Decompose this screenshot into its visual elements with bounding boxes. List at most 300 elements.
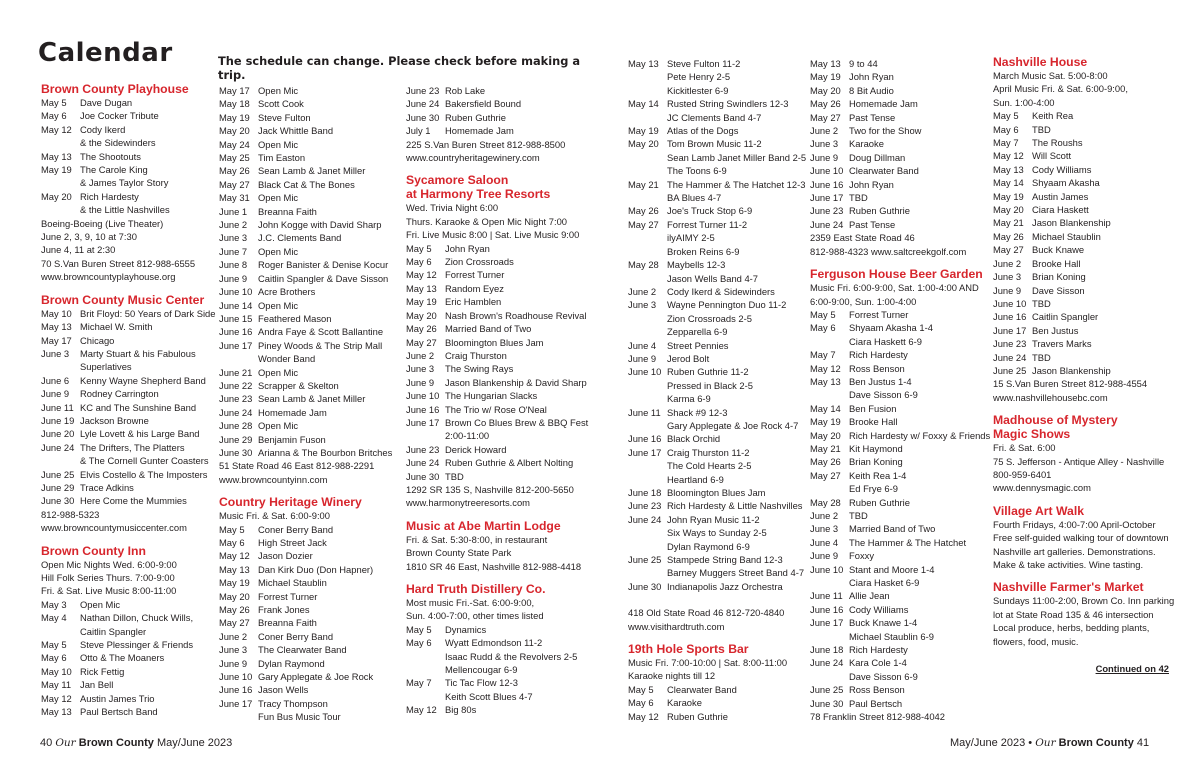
event-continued: Pressed in Black 2-5 xyxy=(667,379,753,391)
event-date: June 17 xyxy=(810,192,844,204)
event-date: May 5 xyxy=(810,308,836,320)
event-title: Joe's Truck Stop 6-9 xyxy=(667,205,753,217)
event-date: June 2 xyxy=(219,219,248,231)
event-title: Karaoke xyxy=(667,697,702,709)
event-date: May 26 xyxy=(810,98,841,110)
event-title: Kenny Wayne Shepherd Band xyxy=(80,374,206,386)
venue-info: 812-988-4323 www.saltcreekgolf.com xyxy=(810,245,967,257)
event-row xyxy=(406,124,596,137)
event-date: June 24 xyxy=(628,513,662,525)
event-row xyxy=(219,643,401,656)
event-title: Kit Haymond xyxy=(849,442,903,454)
event-title: Cody Williams xyxy=(1032,163,1092,175)
event-date: May 19 xyxy=(810,416,841,428)
event-title: Jason Blankenship xyxy=(1032,217,1111,229)
event-date: June 3 xyxy=(993,271,1022,283)
venue-info: 15 S.Van Buren Street 812-988-4554 xyxy=(993,378,1148,390)
event-title: Coner Berry Band xyxy=(258,523,334,535)
magazine-name: Brown County xyxy=(78,737,154,749)
event-date: May 17 xyxy=(219,85,250,96)
venue-heading: Brown County Playhouse xyxy=(41,82,189,96)
event-row xyxy=(219,419,401,432)
event-row xyxy=(810,402,992,415)
event-row xyxy=(628,218,806,231)
calendar-column xyxy=(219,84,401,724)
event-title: Marty Stuart & his Fabulous xyxy=(80,347,196,359)
event-date: May 3 xyxy=(41,598,67,610)
venue-info: www.visithardtruth.com xyxy=(628,620,725,632)
event-title: TBD xyxy=(1032,297,1051,309)
event-continued: JC Clements Band 4-7 xyxy=(667,111,762,123)
event-row xyxy=(219,697,401,710)
event-title: Steve Fulton xyxy=(258,111,311,123)
event-row xyxy=(628,258,806,271)
event-row xyxy=(628,710,806,723)
event-title: Rodney Carrington xyxy=(80,388,159,400)
event-date: June 16 xyxy=(219,684,253,696)
event-date: June 23 xyxy=(219,393,253,405)
event-row xyxy=(628,553,806,566)
event-row xyxy=(628,204,806,217)
event-date: June 24 xyxy=(41,441,75,453)
event-title: Ruben Guthrie 11-2 xyxy=(667,366,749,378)
venue-heading: Country Heritage Winery xyxy=(219,495,362,510)
event-row xyxy=(993,310,1175,323)
event-row xyxy=(406,295,596,308)
schedule-notice: The schedule can change. Please check before making a trip. xyxy=(218,54,581,82)
venue-info: www.harmonytreeresorts.com xyxy=(406,497,530,509)
event-title: Scott Cook xyxy=(258,98,304,110)
event-title: Brooke Hall xyxy=(849,416,898,428)
event-row xyxy=(41,494,213,507)
event-row xyxy=(219,138,401,151)
event-title: The Swing Rays xyxy=(445,363,514,375)
event-title: Brian Koning xyxy=(1032,271,1086,283)
venue-info: www.browncountymusiccenter.com xyxy=(41,522,187,534)
event-date: June 30 xyxy=(41,495,75,507)
event-title: John Kogge with David Sharp xyxy=(258,219,382,231)
event-date: May 5 xyxy=(219,523,245,535)
event-title: Ruben Guthrie & Albert Nolting xyxy=(445,457,574,469)
venue-info: 78 Franklin Street 812-988-4042 xyxy=(810,711,945,723)
venue-info: www.browncountyinn.com xyxy=(219,473,328,485)
event-row xyxy=(219,339,401,352)
event-row xyxy=(810,496,992,509)
event-date: June 10 xyxy=(628,366,662,378)
event-continued: BA Blues 4-7 xyxy=(667,192,722,204)
event-date: May 12 xyxy=(628,710,659,722)
event-title: Here Come the Mummies xyxy=(80,495,187,507)
event-title: Eric Hamblen xyxy=(445,296,502,308)
event-row xyxy=(219,549,401,562)
event-row xyxy=(41,414,213,427)
event-title: Ruben Guthrie xyxy=(849,496,910,508)
event-row xyxy=(628,499,806,512)
event-title: Forrest Turner 11-2 xyxy=(667,218,748,230)
venue-info: April Music Fri. & Sat. 6:00-9:00, xyxy=(993,83,1128,95)
page-title: Calendar xyxy=(38,38,173,68)
event-title: Bloomington Blues Jam xyxy=(667,487,766,498)
event-date: June 14 xyxy=(219,299,253,311)
event-date: May 26 xyxy=(219,165,250,177)
event-title: Travers Marks xyxy=(1032,338,1092,350)
event-date: May 28 xyxy=(810,496,841,508)
venue-heading: Ferguson House Beer Garden xyxy=(810,267,983,282)
event-date: May 19 xyxy=(41,164,72,176)
event-title: Brit Floyd: 50 Years of Dark Side xyxy=(80,307,216,319)
event-date: May 19 xyxy=(810,71,841,83)
event-date: May 13 xyxy=(993,163,1024,175)
event-title: Past Tense xyxy=(849,111,896,123)
event-date: June 10 xyxy=(993,297,1027,309)
event-row xyxy=(810,415,992,428)
event-row xyxy=(810,509,992,522)
event-date: June 23 xyxy=(810,205,844,217)
event-date: June 17 xyxy=(810,617,844,629)
event-row xyxy=(810,348,992,361)
event-continued: Dave Sisson 6-9 xyxy=(849,389,918,401)
event-row xyxy=(219,285,401,298)
event-row xyxy=(810,643,992,656)
event-title: Shyaam Akasha xyxy=(1032,177,1100,189)
event-row xyxy=(219,366,401,379)
event-row xyxy=(219,406,401,419)
issue-date: May/June 2023 xyxy=(950,737,1026,749)
event-row xyxy=(993,230,1175,243)
event-date: May 27 xyxy=(406,336,437,348)
event-title: Street Pennies xyxy=(667,339,729,351)
event-title: Dan Kirk Duo (Don Hapner) xyxy=(258,563,374,575)
page-number: 41 xyxy=(1136,737,1150,749)
continued-link: Continued on 42 xyxy=(1095,663,1169,675)
event-title: Breanna Faith xyxy=(258,205,317,217)
event-title: Jerod Bolt xyxy=(667,352,710,364)
event-title: Jan Bell xyxy=(80,679,114,691)
event-date: May 20 xyxy=(993,204,1024,216)
event-date: May 27 xyxy=(810,469,841,481)
event-title: Homemade Jam xyxy=(849,98,918,110)
event-row xyxy=(406,623,596,636)
event-row xyxy=(810,522,992,535)
event-date: June 16 xyxy=(810,178,844,190)
event-row xyxy=(41,150,213,163)
event-date: May 12 xyxy=(41,692,72,704)
event-row xyxy=(628,365,806,378)
event-row xyxy=(41,190,213,203)
event-row xyxy=(219,272,401,285)
event-title: Rich Hardesty w/ Foxxy & Friends xyxy=(849,429,991,441)
event-title: The Hungarian Slacks xyxy=(445,390,538,402)
event-row xyxy=(406,636,596,649)
event-row xyxy=(41,320,213,333)
event-row xyxy=(406,268,596,281)
event-title: Jackson Browne xyxy=(80,414,149,426)
venue-info: Make & take activities. Wine tasting. xyxy=(993,559,1144,570)
event-title: Scrapper & Skelton xyxy=(258,379,339,391)
event-date: June 4 xyxy=(810,536,839,548)
event-date: May 27 xyxy=(628,218,659,230)
event-row xyxy=(810,469,992,482)
event-title: Married Band of Two xyxy=(849,523,936,535)
event-row xyxy=(219,245,401,258)
event-row xyxy=(41,347,213,360)
venue-info: Fri. Live Music 8:00 | Sat. Live Music 9:00 xyxy=(406,229,580,241)
event-row xyxy=(810,191,992,204)
event-row xyxy=(219,231,401,244)
event-title: Ciara Haskett xyxy=(1032,204,1089,216)
event-date: June 7 xyxy=(219,245,248,257)
event-date: June 6 xyxy=(41,374,70,386)
magazine-our: Our xyxy=(55,737,76,749)
event-date: June 25 xyxy=(810,684,844,696)
event-row xyxy=(993,123,1175,136)
event-row xyxy=(219,446,401,459)
event-continued: & the Little Nashvilles xyxy=(80,204,170,216)
event-date: May 14 xyxy=(993,177,1024,189)
event-date: June 24 xyxy=(993,351,1027,363)
event-title: Buck Knawe xyxy=(1032,244,1085,256)
event-date: June 29 xyxy=(41,481,75,493)
event-date: June 2 xyxy=(219,630,248,642)
event-row xyxy=(628,298,806,311)
event-title: Michael Staublin xyxy=(1032,230,1101,242)
event-row xyxy=(810,442,992,455)
event-title: Tim Easton xyxy=(258,152,306,164)
calendar-column xyxy=(810,57,992,724)
event-date: June 3 xyxy=(219,232,248,244)
event-date: May 4 xyxy=(41,612,67,624)
event-row xyxy=(219,433,401,446)
event-row xyxy=(406,676,596,689)
event-title: The Trio w/ Rose O'Neal xyxy=(445,403,547,415)
event-title: Married Band of Two xyxy=(445,323,532,335)
event-row xyxy=(41,109,213,122)
event-row xyxy=(993,324,1175,337)
event-date: May 6 xyxy=(993,123,1019,135)
event-row xyxy=(628,580,806,593)
event-title: Keith Rea 1-4 xyxy=(849,469,907,481)
event-row xyxy=(41,705,213,718)
event-row xyxy=(810,97,992,110)
event-title: Tom Brown Music 11-2 xyxy=(667,138,762,150)
event-title: Rick Fettig xyxy=(80,665,125,677)
event-title: Trace Adkins xyxy=(80,481,134,493)
event-date: June 9 xyxy=(810,151,839,163)
event-title: Wayne Pennington Duo 11-2 xyxy=(667,299,787,311)
event-row xyxy=(219,111,401,124)
event-title: Shyaam Akasha 1-4 xyxy=(849,322,933,334)
venue-info: lot at State Road 135 & 46 intersection xyxy=(993,608,1154,620)
venue-info: Fri. & Sat. 6:00 xyxy=(993,442,1056,454)
event-continued: Zepparella 6-9 xyxy=(667,326,728,338)
event-row xyxy=(810,151,992,164)
event-row xyxy=(810,697,992,710)
event-date: June 22 xyxy=(219,379,253,391)
event-date: May 19 xyxy=(219,111,250,123)
page-footer xyxy=(40,737,232,749)
venue-info: 812-988-5323 xyxy=(41,508,100,520)
event-date: May 17 xyxy=(41,334,72,346)
event-date: June 23 xyxy=(406,443,440,455)
event-title: Elvis Costello & The Imposters xyxy=(80,468,208,480)
event-date: May 6 xyxy=(406,256,432,268)
event-row xyxy=(628,137,806,150)
event-date: May 19 xyxy=(406,296,437,308)
event-row xyxy=(810,137,992,150)
event-date: June 10 xyxy=(810,563,844,575)
event-date: May 13 xyxy=(41,706,72,718)
event-date: May 20 xyxy=(810,84,841,96)
event-title: The Shootouts xyxy=(80,150,141,162)
event-title: Brooke Hall xyxy=(1032,257,1081,269)
venue-heading: Sycamore Saloon xyxy=(406,173,509,188)
event-title: Rich Hardesty & Little Nashvilles xyxy=(667,500,803,512)
event-title: Rich Hardesty xyxy=(849,644,908,656)
event-title: Craig Thurston xyxy=(445,349,507,361)
event-date: June 3 xyxy=(810,138,839,150)
event-title: The Carole King xyxy=(80,164,148,176)
event-row xyxy=(628,124,806,137)
venue-heading-line: Magic Shows xyxy=(993,427,1071,442)
right-page xyxy=(600,0,1200,784)
event-row xyxy=(219,590,401,603)
event-date: May 27 xyxy=(219,617,250,629)
event-row xyxy=(810,70,992,83)
magazine-name: Brown County xyxy=(1058,737,1134,749)
event-date: June 9 xyxy=(219,272,248,284)
event-title: Frank Jones xyxy=(258,604,310,616)
event-date: June 25 xyxy=(628,554,662,566)
event-date: June 2 xyxy=(810,125,839,137)
event-title: Jason Blankenship & David Sharp xyxy=(445,376,587,388)
event-date: May 26 xyxy=(219,604,250,616)
event-row xyxy=(810,603,992,616)
event-row xyxy=(993,297,1175,310)
event-title: Karaoke xyxy=(849,138,884,150)
event-row xyxy=(219,97,401,110)
event-row xyxy=(219,563,401,576)
event-row xyxy=(219,178,401,191)
event-date: May 21 xyxy=(993,217,1024,229)
event-title: Open Mic xyxy=(258,85,299,96)
event-title: Ruben Guthrie xyxy=(849,205,910,217)
event-date: May 6 xyxy=(41,652,67,664)
event-title: Buck Knawe 1-4 xyxy=(849,617,918,629)
event-title: TBD xyxy=(1032,351,1051,363)
event-title: Sean Lamb & Janet Miller xyxy=(258,393,366,405)
event-title: Allie Jean xyxy=(849,590,890,602)
event-row xyxy=(406,255,596,268)
event-date: May 14 xyxy=(810,402,841,414)
event-row xyxy=(628,513,806,526)
venue-info: Fri. & Sat. Live Music 8:00-11:00 xyxy=(41,585,177,597)
event-date: June 2 xyxy=(993,257,1022,269)
venue-info: 70 S.Van Buren Street 812-988-6555 xyxy=(41,257,196,269)
event-title: Homemade Jam xyxy=(258,406,327,418)
event-row xyxy=(41,665,213,678)
event-date: June 9 xyxy=(41,388,70,400)
event-row xyxy=(41,123,213,136)
event-title: Homemade Jam xyxy=(445,125,514,137)
event-row xyxy=(41,307,216,320)
event-row xyxy=(810,563,992,576)
event-date: June 3 xyxy=(219,644,248,656)
event-title: Austin James xyxy=(1032,190,1089,202)
event-date: June 9 xyxy=(406,376,435,388)
event-date: June 4 xyxy=(628,339,657,351)
event-date: May 5 xyxy=(41,639,67,651)
venue-info: 75 S. Jefferson - Antique Alley - Nashville xyxy=(993,455,1165,467)
event-date: May 6 xyxy=(41,110,67,122)
event-title: Indianapolis Jazz Orchestra xyxy=(667,580,783,592)
event-row xyxy=(628,406,806,419)
event-date: June 3 xyxy=(628,299,657,311)
event-title: Forrest Turner xyxy=(849,308,909,320)
event-date: May 12 xyxy=(41,123,72,135)
event-date: June 30 xyxy=(406,470,440,482)
event-row xyxy=(406,416,596,429)
event-row xyxy=(406,336,596,349)
event-title: Rich Hardesty xyxy=(80,190,139,202)
event-row xyxy=(810,589,992,602)
venue-info: Local produce, herbs, bedding plants, xyxy=(993,622,1150,634)
venue-info: www.browncountyplayhouse.org xyxy=(41,271,176,283)
event-date: June 17 xyxy=(993,324,1027,336)
venue-info: Boeing-Boeing (Live Theater) xyxy=(41,217,164,229)
event-continued: Jason Wells Band 4-7 xyxy=(667,272,759,284)
event-date: May 14 xyxy=(628,98,659,110)
event-continued: Heartland 6-9 xyxy=(667,473,724,485)
event-date: May 12 xyxy=(406,269,437,281)
event-continued: Isaac Rudd & the Revolvers 2-5 xyxy=(445,650,578,662)
event-date: May 19 xyxy=(628,125,659,137)
event-date: June 23 xyxy=(628,500,662,512)
event-row xyxy=(628,432,806,445)
event-title: Tic Tac Flow 12-3 xyxy=(445,677,518,689)
event-title: Forrest Turner xyxy=(258,590,318,602)
event-row xyxy=(810,656,992,669)
event-date: June 11 xyxy=(628,406,661,418)
venue-heading: Madhouse of Mystery xyxy=(993,413,1118,428)
event-row xyxy=(219,312,401,325)
event-row xyxy=(41,334,213,347)
event-title: The Drifters, The Platters xyxy=(80,441,185,453)
event-continued: ilyAIMY 2-5 xyxy=(667,232,715,244)
event-title: Brian Koning xyxy=(849,456,903,468)
event-date: June 28 xyxy=(219,420,253,432)
event-continued: Pete Henry 2-5 xyxy=(667,71,731,83)
event-title: Stant and Moore 1-4 xyxy=(849,563,935,575)
venue-heading: Brown County Music Center xyxy=(41,292,205,307)
event-row xyxy=(41,163,213,176)
event-row xyxy=(219,218,401,231)
event-date: May 27 xyxy=(810,111,841,123)
event-row xyxy=(810,536,992,549)
event-title: Random Eyez xyxy=(445,282,504,294)
event-date: May 5 xyxy=(406,623,432,635)
event-row xyxy=(993,337,1175,350)
event-row xyxy=(406,84,596,97)
venue-info: Free self-guided walking tour of downtown xyxy=(993,532,1169,544)
venue-info: 2359 East State Road 46 xyxy=(810,232,915,244)
event-date: May 11 xyxy=(41,679,72,691)
event-date: June 25 xyxy=(993,364,1027,376)
venue-info: June 2, 3, 9, 10 at 7:30 xyxy=(41,231,137,243)
event-continued: Caitlin Spangler xyxy=(80,625,147,637)
event-continued: Zion Crossroads 2-5 xyxy=(667,312,752,324)
venue-heading: Brown County Inn xyxy=(41,543,146,558)
event-date: June 24 xyxy=(810,657,844,669)
